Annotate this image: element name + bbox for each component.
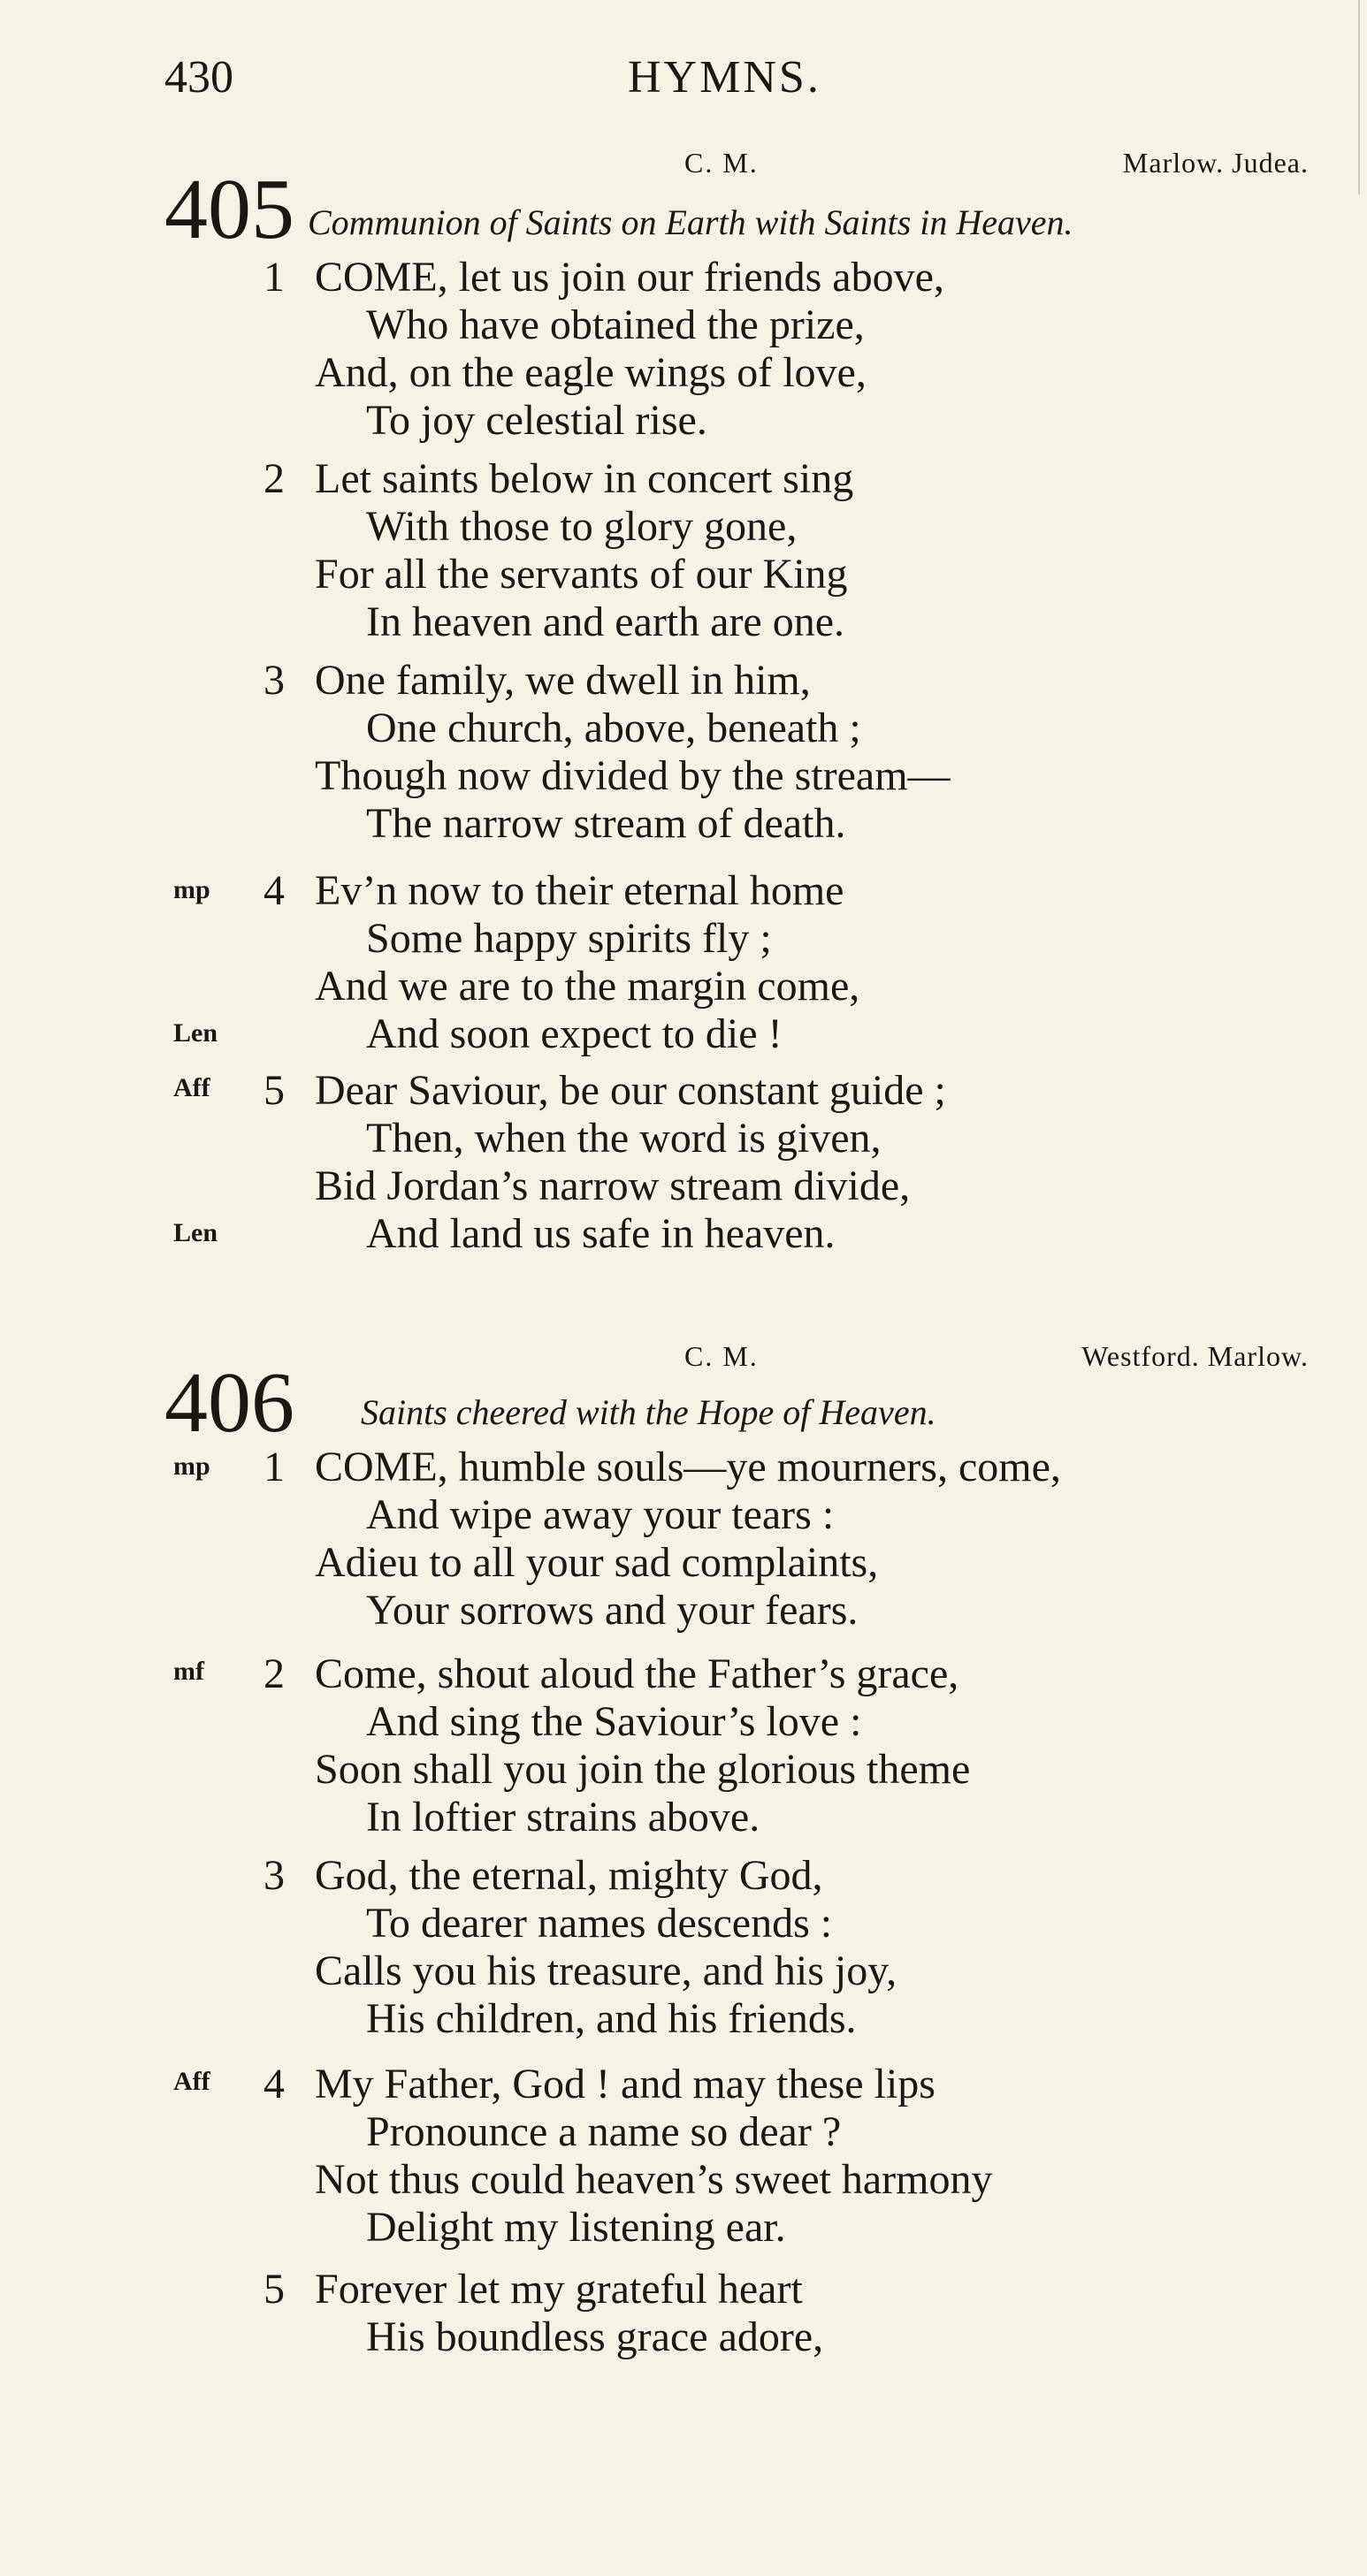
verse-line: Soon shall you join the glorious theme bbox=[315, 1746, 971, 1793]
verse-number: 3 bbox=[263, 657, 285, 704]
verse-line: In loftier strains above. bbox=[366, 1794, 760, 1841]
hymn-meter: C. M. bbox=[684, 147, 759, 179]
verse-line: And we are to the margin come, bbox=[315, 963, 860, 1010]
verse-line: And land us safe in heaven. bbox=[366, 1210, 836, 1257]
verse-line: Bid Jordan’s narrow stream divide, bbox=[315, 1162, 911, 1209]
hymn-title: Communion of Saints on Earth with Saints in Heaven. bbox=[308, 202, 1073, 242]
verse-line: Your sorrows and your fears. bbox=[366, 1587, 859, 1634]
verse-number: 4 bbox=[263, 867, 285, 914]
verse-number: 5 bbox=[263, 2266, 285, 2313]
verse-line: With those to glory gone, bbox=[366, 503, 798, 550]
verse-number: 5 bbox=[263, 1067, 285, 1114]
verse-line: COME, humble souls—ye mourners, come, bbox=[315, 1444, 1061, 1490]
verse-line: To joy celestial rise. bbox=[366, 397, 707, 444]
dynamic-mark: Aff bbox=[173, 2067, 210, 2096]
verse-line: His children, and his friends. bbox=[366, 1995, 857, 2042]
dynamic-mark: mp bbox=[173, 1452, 210, 1481]
verse-number: 2 bbox=[263, 1650, 285, 1697]
verse-line: Who have obtained the prize, bbox=[366, 301, 865, 348]
hymn-meter: C. M. bbox=[684, 1340, 759, 1372]
verse-number: 4 bbox=[263, 2061, 285, 2107]
dynamic-mark: mf bbox=[173, 1657, 204, 1686]
verse-line: Calls you his treasure, and his joy, bbox=[315, 1947, 897, 1994]
dynamic-mark: Len bbox=[173, 1018, 218, 1048]
verse-line: And soon expect to die ! bbox=[366, 1010, 783, 1057]
verse-line: Adieu to all your sad complaints, bbox=[315, 1539, 879, 1586]
verse-number: 2 bbox=[263, 455, 285, 502]
verse-line: One church, above, beneath ; bbox=[366, 705, 861, 751]
verse-line: COME, let us join our friends above, bbox=[315, 254, 944, 301]
verse-line: To dearer names descends : bbox=[366, 1900, 833, 1947]
verse-line: One family, we dwell in him, bbox=[315, 657, 811, 704]
verse-number: 1 bbox=[263, 254, 285, 301]
hymn-tunes: Westford. Marlow. bbox=[1081, 1340, 1309, 1372]
dynamic-mark: Len bbox=[173, 1218, 218, 1247]
verse-line: Not thus could heaven’s sweet harmony bbox=[315, 2156, 993, 2203]
verse-number: 3 bbox=[263, 1852, 285, 1899]
verse-line: Pronounce a name so dear ? bbox=[366, 2108, 842, 2155]
dynamic-mark: Aff bbox=[173, 1073, 210, 1102]
page-number: 430 bbox=[164, 52, 233, 103]
verse-line: And wipe away your tears : bbox=[366, 1491, 835, 1538]
verse-line: Come, shout aloud the Father’s grace, bbox=[315, 1650, 959, 1697]
verse-line: Though now divided by the stream— bbox=[315, 752, 951, 799]
verse-number: 1 bbox=[263, 1444, 285, 1490]
page-edge bbox=[1358, 0, 1360, 194]
verse-line: For all the servants of our King bbox=[315, 551, 848, 598]
verse-line: Let saints below in concert sing bbox=[315, 455, 854, 502]
verse-line: Dear Saviour, be our constant guide ; bbox=[315, 1067, 946, 1114]
verse-line: And sing the Saviour’s love : bbox=[366, 1698, 862, 1745]
hymn-number: 406 bbox=[164, 1355, 294, 1451]
verse-line: In heaven and earth are one. bbox=[366, 598, 845, 645]
verse-line: Delight my listening ear. bbox=[366, 2204, 786, 2251]
verse-line: And, on the eagle wings of love, bbox=[315, 349, 867, 396]
hymn-title: Saints cheered with the Hope of Heaven. bbox=[361, 1392, 936, 1432]
hymn-number: 405 bbox=[164, 162, 294, 257]
verse-line: Then, when the word is given, bbox=[366, 1115, 882, 1162]
verse-line: Some happy spirits fly ; bbox=[366, 915, 772, 962]
running-title: HYMNS. bbox=[628, 52, 821, 103]
verse-line: Ev’n now to their eternal home bbox=[315, 867, 844, 914]
dynamic-mark: mp bbox=[173, 875, 210, 904]
verse-line: God, the eternal, mighty God, bbox=[315, 1852, 823, 1899]
verse-line: The narrow stream of death. bbox=[366, 800, 846, 847]
hymn-tunes: Marlow. Judea. bbox=[1122, 147, 1309, 179]
verse-line: Forever let my grateful heart bbox=[315, 2266, 803, 2313]
verse-line: My Father, God ! and may these lips bbox=[315, 2061, 936, 2107]
verse-line: His boundless grace adore, bbox=[366, 2313, 824, 2360]
